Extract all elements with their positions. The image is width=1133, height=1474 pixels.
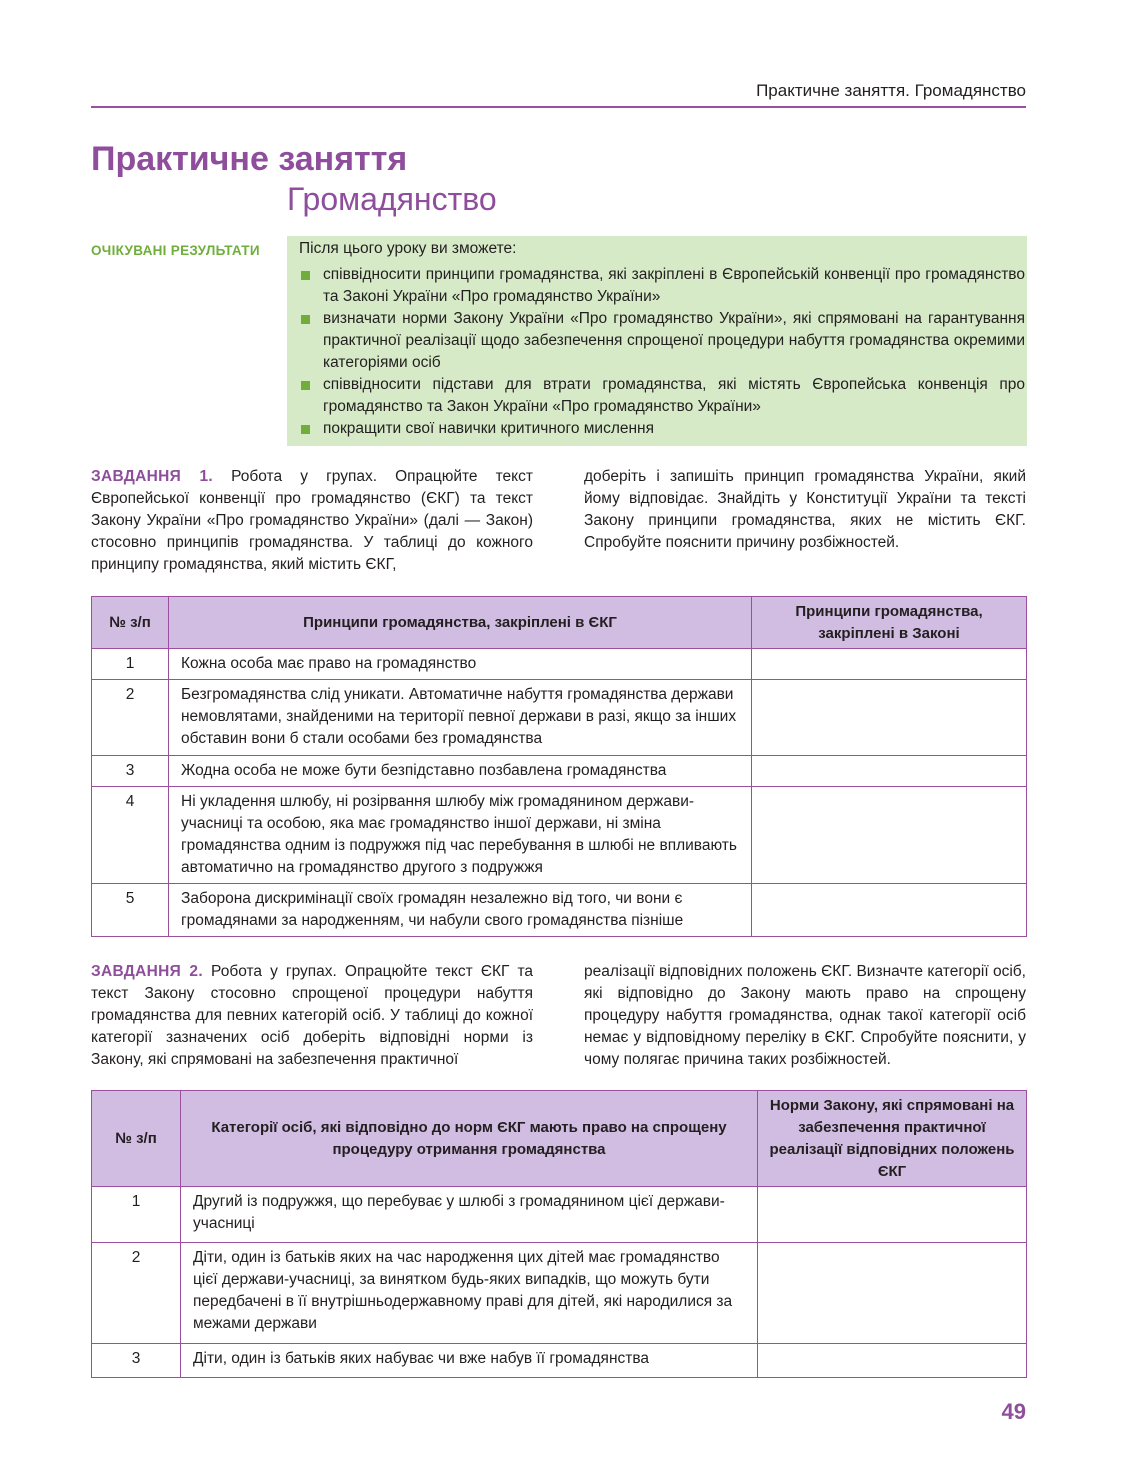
task2-label: ЗАВДАННЯ 2. bbox=[91, 963, 203, 980]
table-row bbox=[92, 649, 1027, 680]
square-bullet-icon bbox=[301, 425, 310, 434]
outcomes-box bbox=[287, 236, 1027, 446]
row-number: 2 bbox=[92, 680, 169, 756]
row-number: 4 bbox=[92, 787, 169, 884]
table-header-row bbox=[92, 1091, 1027, 1187]
task2-text: Робота у групах. Опрацюйте текст ЄКГ та текст Закону стосовно спрощеної процедури набуття громадянства для певних категорій осіб. У таблиці до кожної категорії зазначених осіб доберіть відповідні норми із Закону, які спрямовані на забезпечення практичної bbox=[91, 963, 533, 1068]
column-header-number: № з/п bbox=[92, 1091, 181, 1187]
table-row bbox=[92, 884, 1027, 937]
task1-table bbox=[91, 596, 1027, 937]
square-bullet-icon bbox=[301, 271, 310, 280]
outcomes-list bbox=[299, 264, 1027, 440]
outcome-text: співвідносити принципи громадянства, які закріплені в Європейській конвенції про громадянство та Законі України «Про громадянство України» bbox=[323, 266, 1025, 305]
row-text: Другий із подружжя, що перебуває у шлюбі з громадянином цієї держави-учасниці bbox=[181, 1187, 758, 1243]
page-number: 49 bbox=[1001, 1399, 1026, 1424]
row-number: 3 bbox=[92, 1344, 181, 1378]
table-row bbox=[92, 1243, 1027, 1344]
table-row bbox=[92, 787, 1027, 884]
column-header-ekg-principles: Принципи громадянства, закріплені в ЄКГ bbox=[169, 597, 752, 649]
task1-label: ЗАВДАННЯ 1. bbox=[91, 468, 213, 485]
row-text: Діти, один із батьків яких на час народження цих дітей має громадянство цієї держави-учасниці, за винятком будь-яких випадків, що можуть бути передбачені в її внутрішньодержавному праві для дітей, які народилися за межами держави bbox=[181, 1243, 758, 1344]
row-text: Безгромадянства слід уникати. Автоматичне набуття громадянства держави немовлятами, знайденими на території певної держави в разі, якщо за інших обставин вони б стали особами без громадянства bbox=[169, 680, 752, 756]
square-bullet-icon bbox=[301, 315, 310, 324]
outcome-text: визначати норми Закону України «Про громадянство України», які спрямовані на гарантування практичної реалізації щодо забезпечення спрощеної процедури набуття громадянства окремими категоріями осіб bbox=[323, 310, 1025, 371]
table-row bbox=[92, 680, 1027, 756]
task1-text-left bbox=[91, 466, 533, 576]
task1-text-right: доберіть і запишіть принцип громадянства України, який йому відповідає. Знайдіть у Конституції України та тексті Закону принципи громадянства, яких не містить ЄКГ. Спробуйте пояснити причину розбіжностей. bbox=[584, 468, 1026, 551]
column-header-law-principles: Принципи громадянства, закріплені в Законі bbox=[752, 597, 1027, 649]
answer-cell[interactable] bbox=[758, 1344, 1027, 1378]
outcome-item bbox=[299, 308, 1027, 374]
column-header-number: № з/п bbox=[92, 597, 169, 649]
page-title: Практичне заняття bbox=[91, 140, 408, 178]
page-subtitle: Громадянство bbox=[287, 181, 497, 217]
answer-cell[interactable] bbox=[752, 884, 1027, 937]
table-row bbox=[92, 756, 1027, 787]
row-number: 1 bbox=[92, 1187, 181, 1243]
table-row bbox=[92, 1187, 1027, 1243]
table-row bbox=[92, 1344, 1027, 1378]
table-header-row bbox=[92, 597, 1027, 649]
running-head: Практичне заняття. Громадянство bbox=[756, 81, 1026, 100]
row-number: 1 bbox=[92, 649, 169, 680]
row-text: Діти, один із батьків яких набуває чи вже набув її громадянства bbox=[181, 1344, 758, 1378]
outcomes-intro: Після цього уроку ви зможете: bbox=[299, 240, 517, 257]
column-header-categories: Категорії осіб, які відповідно до норм ЄКГ мають право на спрощену процедуру отримання громадянства bbox=[181, 1091, 758, 1187]
answer-cell[interactable] bbox=[752, 756, 1027, 787]
row-text: Ні укладення шлюбу, ні розірвання шлюбу між громадянином держави-учасниці та особою, яка має громадянство іншої держави, ні зміна громадянства одним із подружжя під час перебування в шлюбі не впливають автоматично на громадянство другого з подружжя bbox=[169, 787, 752, 884]
answer-cell[interactable] bbox=[752, 787, 1027, 884]
task2-table bbox=[91, 1090, 1027, 1378]
row-number: 5 bbox=[92, 884, 169, 937]
task2-text-right: реалізації відповідних положень ЄКГ. Визначте категорії осіб, які відповідно до Закону мають право на спрощену процедуру набуття громадянства, однак такої категорії осіб немає у відповідному переліку в ЄКГ. Спробуйте пояснити, у чому полягає причина таких розбіжностей. bbox=[584, 963, 1026, 1068]
row-number: 2 bbox=[92, 1243, 181, 1344]
outcome-text: покращити свої навички критичного мислення bbox=[323, 420, 655, 437]
outcome-item bbox=[299, 264, 1027, 308]
outcome-item bbox=[299, 374, 1027, 418]
outcome-item bbox=[299, 418, 1027, 440]
answer-cell[interactable] bbox=[758, 1243, 1027, 1344]
row-text: Жодна особа не може бути безпідставно позбавлена громадянства bbox=[169, 756, 752, 787]
row-text: Кожна особа має право на громадянство bbox=[169, 649, 752, 680]
row-text: Заборона дискримінації своїх громадян незалежно від того, чи вони є громадянами за народженням, чи набули свого громадянства пізніше bbox=[169, 884, 752, 937]
header-rule bbox=[91, 106, 1026, 108]
square-bullet-icon bbox=[301, 381, 310, 390]
task1-text: Робота у групах. Опрацюйте текст Європейської конвенції про громадянство (ЄКГ) та текст Закону України «Про громадянство України» (далі — Закон) стосовно принципів громадянства. У таблиці до кожного принципу громадянства, який містить ЄКГ, bbox=[91, 468, 533, 573]
task2-text-left bbox=[91, 961, 533, 1071]
outcome-text: співвідносити підстави для втрати громадянства, які містять Європейська конвенція про громадянство та Закон України «Про громадянство України» bbox=[323, 376, 1025, 415]
answer-cell[interactable] bbox=[758, 1187, 1027, 1243]
answer-cell[interactable] bbox=[752, 649, 1027, 680]
outcomes-label: ОЧІКУВАНІ РЕЗУЛЬТАТИ bbox=[91, 243, 260, 258]
column-header-law-norms: Норми Закону, які спрямовані на забезпечення практичної реалізації відповідних положень ЄКГ bbox=[758, 1091, 1027, 1187]
row-number: 3 bbox=[92, 756, 169, 787]
answer-cell[interactable] bbox=[752, 680, 1027, 756]
